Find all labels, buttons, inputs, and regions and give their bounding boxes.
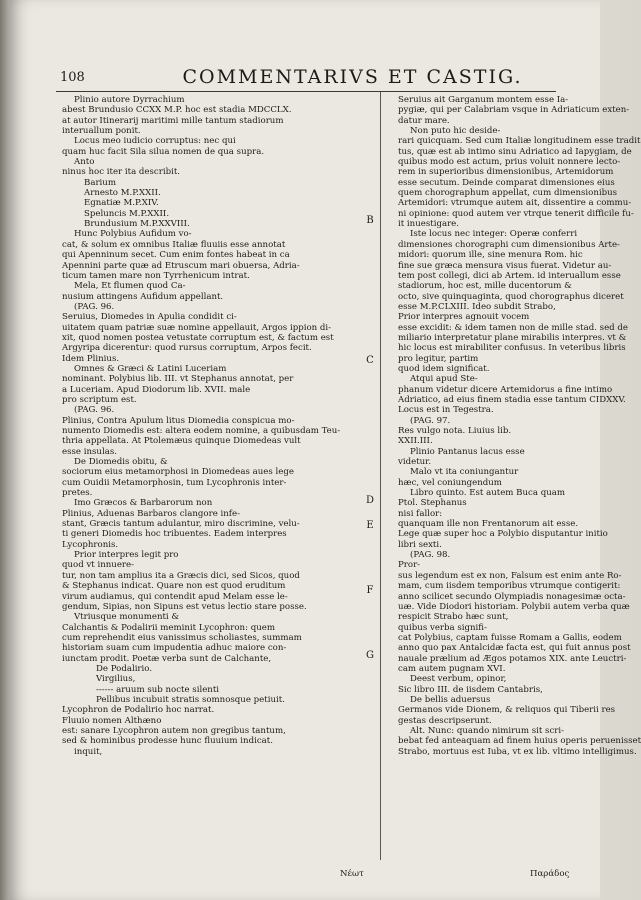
- text-line: sed & hominibus prodesse hunc fluuium indicat.: [62, 736, 273, 747]
- text-line: Artemidori: vtrumque autem ait, dissentire a commu-: [398, 198, 632, 209]
- text-line: Alt. Nunc: quando nimirum sit scri-: [410, 725, 565, 736]
- text-line: rari quicquam. Sed cum Italiæ longitudinem esse tradit: [398, 136, 641, 147]
- text-line: Idem Plinius.: [62, 353, 120, 364]
- text-line: Plinio Pantanus lacus esse: [410, 446, 525, 457]
- text-line: Libro quinto. Est autem Buca quam: [410, 488, 566, 499]
- header-rule: [56, 91, 556, 92]
- text-line: De Diomedis obitu, &: [74, 457, 168, 468]
- text-line: Lege quæ super hoc a Polybio disputantur initio: [398, 529, 608, 540]
- text-line: ni opinione: quod autem ver vtrque tenerit difficile fu-: [398, 208, 634, 219]
- text-line: ------ aruum sub nocte silenti: [96, 684, 220, 695]
- text-line: stadiorum, hoc est, mille ducentorum &: [398, 281, 572, 292]
- text-line: respicit Strabo hæc sunt,: [398, 612, 509, 623]
- text-line: uitatem quam patriæ suæ nomine appellauit, Argos ippion di-: [62, 322, 332, 333]
- text-line: Atqui apud Ste-: [410, 374, 478, 385]
- text-line: nusium attingens Aufidum appellant.: [62, 291, 224, 302]
- text-line: Arnesto M.P.XXII.: [84, 188, 161, 199]
- text-line: miliario interpretatur plane mirabilis interpres. vt &: [398, 332, 627, 343]
- margin-marker: F: [366, 585, 374, 596]
- text-line: iunctam prodit. Poetæ verba sunt de Calchante,: [62, 653, 272, 664]
- text-line: numento Diomedis est: altera eodem nomine, a quibusdam Teu-: [62, 426, 341, 436]
- text-line: at autor Itinerarij maritimi mille tantum stadiorum: [62, 115, 284, 126]
- margin-marker: E: [366, 520, 374, 531]
- catchword-left: Νέωτ: [340, 869, 364, 879]
- text-line: gestas descripserunt.: [398, 715, 492, 726]
- text-line: anno scilicet secundo Olympiadis nonagesimæ octa-: [398, 591, 626, 602]
- text-line: & Stephanus indicat. Quare non est quod eruditum: [62, 581, 286, 592]
- text-line: nisi fallor:: [398, 508, 443, 519]
- text-line: stant, Græcis tantum adulantur, miro discrimine, velu-: [62, 519, 300, 530]
- text-line: mam, cum iisdem temporibus vtrumque contigerit:: [398, 581, 621, 592]
- right-column: [398, 95, 641, 860]
- text-line: Omnes & Græci & Latini Luceriam: [74, 363, 227, 374]
- text-line: nominant. Polybius lib. III. vt Stephanus annotat, per: [62, 374, 294, 385]
- text-line: De Podalirio.: [96, 663, 153, 674]
- text-line: Barium: [84, 177, 116, 188]
- running-head: [60, 66, 555, 88]
- text-line: inquit,: [74, 746, 103, 757]
- text-line: gendum, Sipias, non Sipuns est vetus lectio stare posse.: [62, 601, 307, 612]
- text-line: tus, quæ est ab intimo sinu Adriatico ad Iapygiam, de: [398, 146, 632, 157]
- text-line: Iste locus nec integer: Operæ conferri: [410, 229, 578, 240]
- text-line: Hunc Polybius Aufidum vo-: [74, 229, 192, 240]
- text-line: libri sexti.: [398, 539, 442, 550]
- text-line: XXII.III.: [398, 436, 433, 447]
- text-line: quod vt innuere-: [62, 560, 135, 571]
- text-line: (PAG. 96.: [74, 405, 115, 416]
- text-line: a Luceriam. Apud Diodorum lib. XVII. male: [62, 384, 251, 395]
- text-line: Locus meo iudicio corruptus: nec qui: [74, 136, 236, 147]
- text-line: nauale prælium ad Ægos potamos XIX. ante Leuctri-: [398, 653, 627, 664]
- text-line: xit, quod nomen postea vetustate corruptum est, & factum est: [62, 332, 334, 343]
- text-line: phanum videtur dicere Artemidorus a fine intimo: [398, 384, 613, 395]
- text-line: quem chorographum appellat, cum dimensionibus: [398, 188, 618, 199]
- text-line: De bellis aduersus: [410, 694, 491, 705]
- text-line: tem post collegi, dici ab Artem. id interuallum esse: [398, 270, 621, 281]
- text-line: est: sanare Lycophron autem non gregibus tantum,: [62, 725, 286, 736]
- text-line: ticum tamen mare non Tyrrhenicum intrat.: [62, 270, 250, 281]
- text-line: Sic libro III. de iisdem Cantabris,: [398, 684, 543, 695]
- text-line: quibus modo est actum, prius voluit nonnere lecto-: [398, 157, 621, 168]
- text-line: Prior interpres legit pro: [74, 550, 179, 561]
- text-line: Malo vt ita coniungantur: [410, 467, 519, 478]
- text-line: rem in superioribus dimensionibus, Artemidorum: [398, 167, 614, 178]
- text-line: (PAG. 97.: [410, 415, 451, 426]
- text-line: esse excidit: & idem tamen non de mille stad. sed de: [398, 322, 628, 333]
- text-line: sociorum eius metamorphosi in Diomedeas aues lege: [62, 467, 294, 478]
- text-line: midori: quorum ille, sine menura Rom. hic: [398, 250, 583, 261]
- catchword-right: Παράδος: [530, 869, 570, 879]
- text-line: ninus hoc iter ita describit.: [62, 167, 181, 178]
- text-line: Argyripa dicerentur: quod rursus corruptum, Arpos fecit.: [62, 343, 312, 354]
- text-line: Seruius, Diomedes in Apulia condidit ci-: [62, 312, 237, 323]
- text-line: esse M.P.CLXIII. Ideo subdit Strabo,: [398, 301, 556, 312]
- text-line: cat, & solum ex omnibus Italiæ fluuiis esse annotat: [62, 239, 286, 250]
- text-line: datur mare.: [398, 115, 450, 126]
- text-line: quibus verba signifi-: [398, 622, 487, 633]
- text-line: Lycophronis.: [62, 539, 119, 550]
- text-line: cam autem pugnam XVI.: [398, 663, 506, 674]
- text-line: anno quo pax Antalcidæ facta est, qui fuit annus post: [398, 643, 631, 654]
- text-line: Germanos vide Dionem, & reliquos qui Tiberii res: [398, 705, 616, 716]
- text-line: dimensiones chorographi cum dimensionibus Arte-: [398, 239, 620, 250]
- text-line: cum reprehendit eius vanissimus scholiastes, summam: [62, 632, 302, 643]
- text-line: Plinio autore Dyrrachium: [74, 95, 185, 105]
- text-line: Vtriusque monumenti &: [74, 612, 180, 623]
- text-line: pro legitur, partim: [398, 353, 479, 364]
- text-line: Locus est in Tegestra.: [398, 405, 494, 416]
- text-line: Deest verbum, opinor,: [410, 674, 507, 685]
- column-divider: [380, 92, 381, 860]
- text-line: esse insulas.: [62, 446, 117, 457]
- text-line: Plinius, Contra Apulum litus Diomedia conspicua mo-: [62, 415, 295, 426]
- book-page: [10, 0, 641, 900]
- text-line: Calchantis & Podalirii meminit Lycophron: quem: [62, 622, 275, 633]
- text-line: pretes.: [62, 488, 93, 499]
- text-line: Ptol. Stephanus: [398, 498, 467, 509]
- margin-marker: D: [365, 495, 375, 506]
- text-line: (PAG. 96.: [74, 301, 115, 312]
- text-line: Speluncis M.P.XXII.: [84, 208, 170, 219]
- text-line: Pellibus incubuit stratis somnosque petiuit.: [96, 694, 285, 705]
- text-line: Anto: [74, 157, 95, 168]
- text-line: Mela, Et flumen quod Ca-: [74, 281, 186, 292]
- text-line: fine sue græca mensura visus fuerat. Videtur au-: [398, 260, 612, 271]
- text-line: Brundusium M.P.XXVIII.: [84, 219, 190, 230]
- text-line: hæc, vel coniungendum: [398, 477, 502, 488]
- text-line: it inuestigare.: [398, 219, 459, 230]
- page-number: 108: [60, 70, 85, 85]
- text-line: Strabo, mortuus est Iuba, vt ex lib. vltimo intelligimus.: [398, 746, 637, 757]
- margin-marker: C: [366, 355, 374, 366]
- text-line: Virgilius,: [96, 674, 136, 685]
- text-line: abest Brundusio CCXX M.P. hoc est stadia MDCCLX.: [62, 105, 292, 116]
- text-line: quam huc facit Sila silua nomen de qua supra.: [62, 146, 265, 157]
- text-line: Pror-: [398, 560, 421, 571]
- text-line: historiam suam cum impudentia adhuc maiore con-: [62, 643, 287, 654]
- text-line: thria appellata. At Ptolemæus quinque Diomedeas vult: [62, 436, 301, 447]
- text-line: Prior interpres agnouit vocem: [398, 312, 530, 323]
- text-line: Apennini parte quæ ad Etruscum mari obuersa, Adria-: [62, 260, 300, 271]
- text-line: Res vulgo nota. Liuius lib.: [398, 426, 512, 436]
- text-line: (PAG. 98.: [410, 550, 451, 561]
- text-line: interuallum ponit.: [62, 126, 141, 137]
- text-line: Plinius, Aduenas Barbaros clangore infe-: [62, 508, 240, 519]
- text-line: quod idem significat.: [398, 363, 490, 374]
- text-line: Egnatiæ M.P.XIV.: [84, 198, 159, 209]
- running-title: COMMENTARIVS ET CASTIG.: [182, 66, 523, 88]
- text-line: bebat fed anteaquam ad finem huius operis peruenisset: [398, 736, 641, 747]
- text-line: pygiæ, qui per Calabriam vsque in Adriaticum exten-: [398, 105, 630, 116]
- text-line: sus legendum est ex non, Falsum est enim ante Ro-: [398, 570, 622, 581]
- left-column: [62, 95, 362, 860]
- text-line: Imo Græcos & Barbarorum non: [74, 498, 213, 509]
- text-line: pro scriptum est.: [62, 394, 137, 405]
- margin-marker: G: [366, 650, 374, 661]
- text-line: octo, sive quinquaginta, quod chorographus diceret: [398, 291, 624, 302]
- text-line: cat Polybius, captam fuisse Romam a Gallis, eodem: [398, 632, 622, 643]
- text-line: qui Apenninum secet. Cum enim fontes habeat in ca: [62, 250, 290, 261]
- text-line: videtur.: [398, 457, 432, 468]
- text-line: Non puto hic deside-: [410, 126, 501, 137]
- text-line: tur, non tam amplius ita a Græcis dici, sed Sicos, quod: [62, 570, 300, 581]
- text-line: Lycophron de Podalirio hoc narrat.: [62, 705, 215, 716]
- margin-marker: B: [366, 215, 374, 226]
- text-line: uæ. Vide Diodori historiam. Polybii autem verba quæ: [398, 601, 630, 612]
- text-line: Seruius ait Garganum montem esse Ia-: [398, 95, 569, 105]
- text-line: Adriatico, ad eius finem stadia esse tantum CIDXXV.: [398, 394, 626, 405]
- text-line: hic locus est mirabiliter confusus. In veteribus libris: [398, 343, 626, 354]
- text-line: quanquam ille non Frentanorum ait esse.: [398, 519, 579, 530]
- text-line: Fluuio nomen Althæno: [62, 715, 162, 726]
- text-line: cum Ouidii Metamorphosin, tum Lycophronis inter-: [62, 477, 287, 488]
- text-line: ti generi Diomedis hoc tribuentes. Eadem interpres: [62, 529, 287, 540]
- text-line: virum audiamus, qui contendit apud Melam esse le-: [62, 591, 288, 602]
- text-line: esse secutum. Deinde comparat dimensiones eius: [398, 177, 615, 188]
